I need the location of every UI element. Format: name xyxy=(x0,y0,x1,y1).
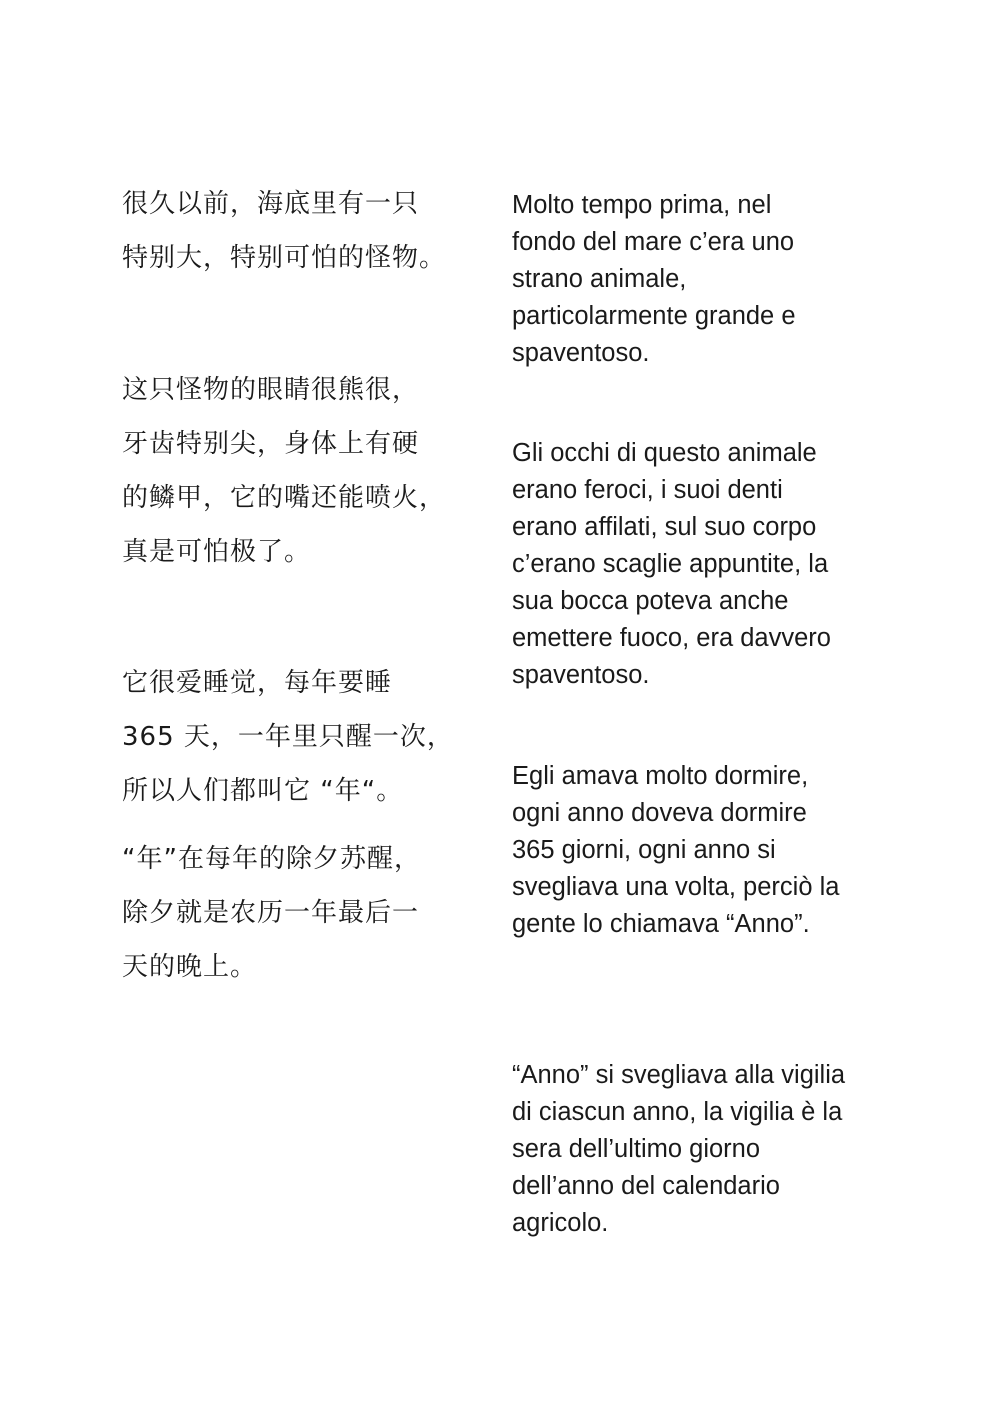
text-line: 很久以前，海底里有一只 xyxy=(122,189,420,219)
text-line: emettere fuoco, era davvero xyxy=(512,624,831,652)
text-line: 它很爱睡觉，每年要睡 xyxy=(122,668,393,698)
text-line: 所以人们都叫它 “年“。 xyxy=(122,776,404,806)
text-line: erano feroci, i suoi denti xyxy=(512,476,783,504)
text-line: svegliava una volta, perciò la xyxy=(512,873,840,901)
text-line: Gli occhi di questo animale xyxy=(512,439,817,467)
text-line: gente lo chiamava “Anno”. xyxy=(512,910,810,938)
text-line: “Anno” si svegliava alla vigilia xyxy=(512,1061,846,1089)
text-line: sua bocca poteva anche xyxy=(512,587,789,615)
italian-paragraph-2 xyxy=(512,435,882,694)
text-line: sera dell’ultimo giorno xyxy=(512,1135,761,1163)
text-line: di ciascun anno, la vigilia è la xyxy=(512,1098,843,1126)
text-line: Molto tempo prima, nel xyxy=(512,191,772,219)
text-line: c’erano scaglie appuntite, la xyxy=(512,550,829,578)
text-line: 牙齿特别尖，身体上有硬 xyxy=(122,429,420,459)
italian-paragraph-3 xyxy=(512,758,882,943)
text-line: 天的晚上。 xyxy=(122,952,258,982)
text-line: spaventoso. xyxy=(512,661,650,689)
text-line: particolarmente grande e xyxy=(512,302,796,330)
text-line: 365 天，一年里只醒一次， xyxy=(122,722,454,752)
text-line: 的鳞甲，它的嘴还能喷火， xyxy=(122,483,447,513)
text-line: 除夕就是农历一年最后一 xyxy=(122,898,420,928)
chinese-paragraph-2 xyxy=(122,363,492,579)
text-line: fondo del mare c’era uno xyxy=(512,228,795,256)
text-line: 这只怪物的眼睛很熊很， xyxy=(122,375,420,405)
text-line: erano affilati, sul suo corpo xyxy=(512,513,817,541)
chinese-paragraph-1 xyxy=(122,177,492,285)
text-line: spaventoso. xyxy=(512,339,650,367)
text-line: “年”在每年的除夕苏醒， xyxy=(122,844,421,874)
text-line: 365 giorni, ogni anno si xyxy=(512,836,776,864)
text-line: ogni anno doveva dormire xyxy=(512,799,807,827)
chinese-paragraph-3 xyxy=(122,656,492,818)
text-line: 真是可怕极了。 xyxy=(122,537,312,567)
chinese-paragraph-4 xyxy=(122,832,492,994)
text-line: 特别大，特别可怕的怪物。 xyxy=(122,243,447,273)
text-line: dell’anno del calendario xyxy=(512,1172,780,1200)
text-line: agricolo. xyxy=(512,1209,609,1237)
italian-paragraph-1 xyxy=(512,187,882,372)
text-line: strano animale, xyxy=(512,265,687,293)
text-line: Egli amava molto dormire, xyxy=(512,762,809,790)
italian-paragraph-4 xyxy=(512,1057,882,1242)
